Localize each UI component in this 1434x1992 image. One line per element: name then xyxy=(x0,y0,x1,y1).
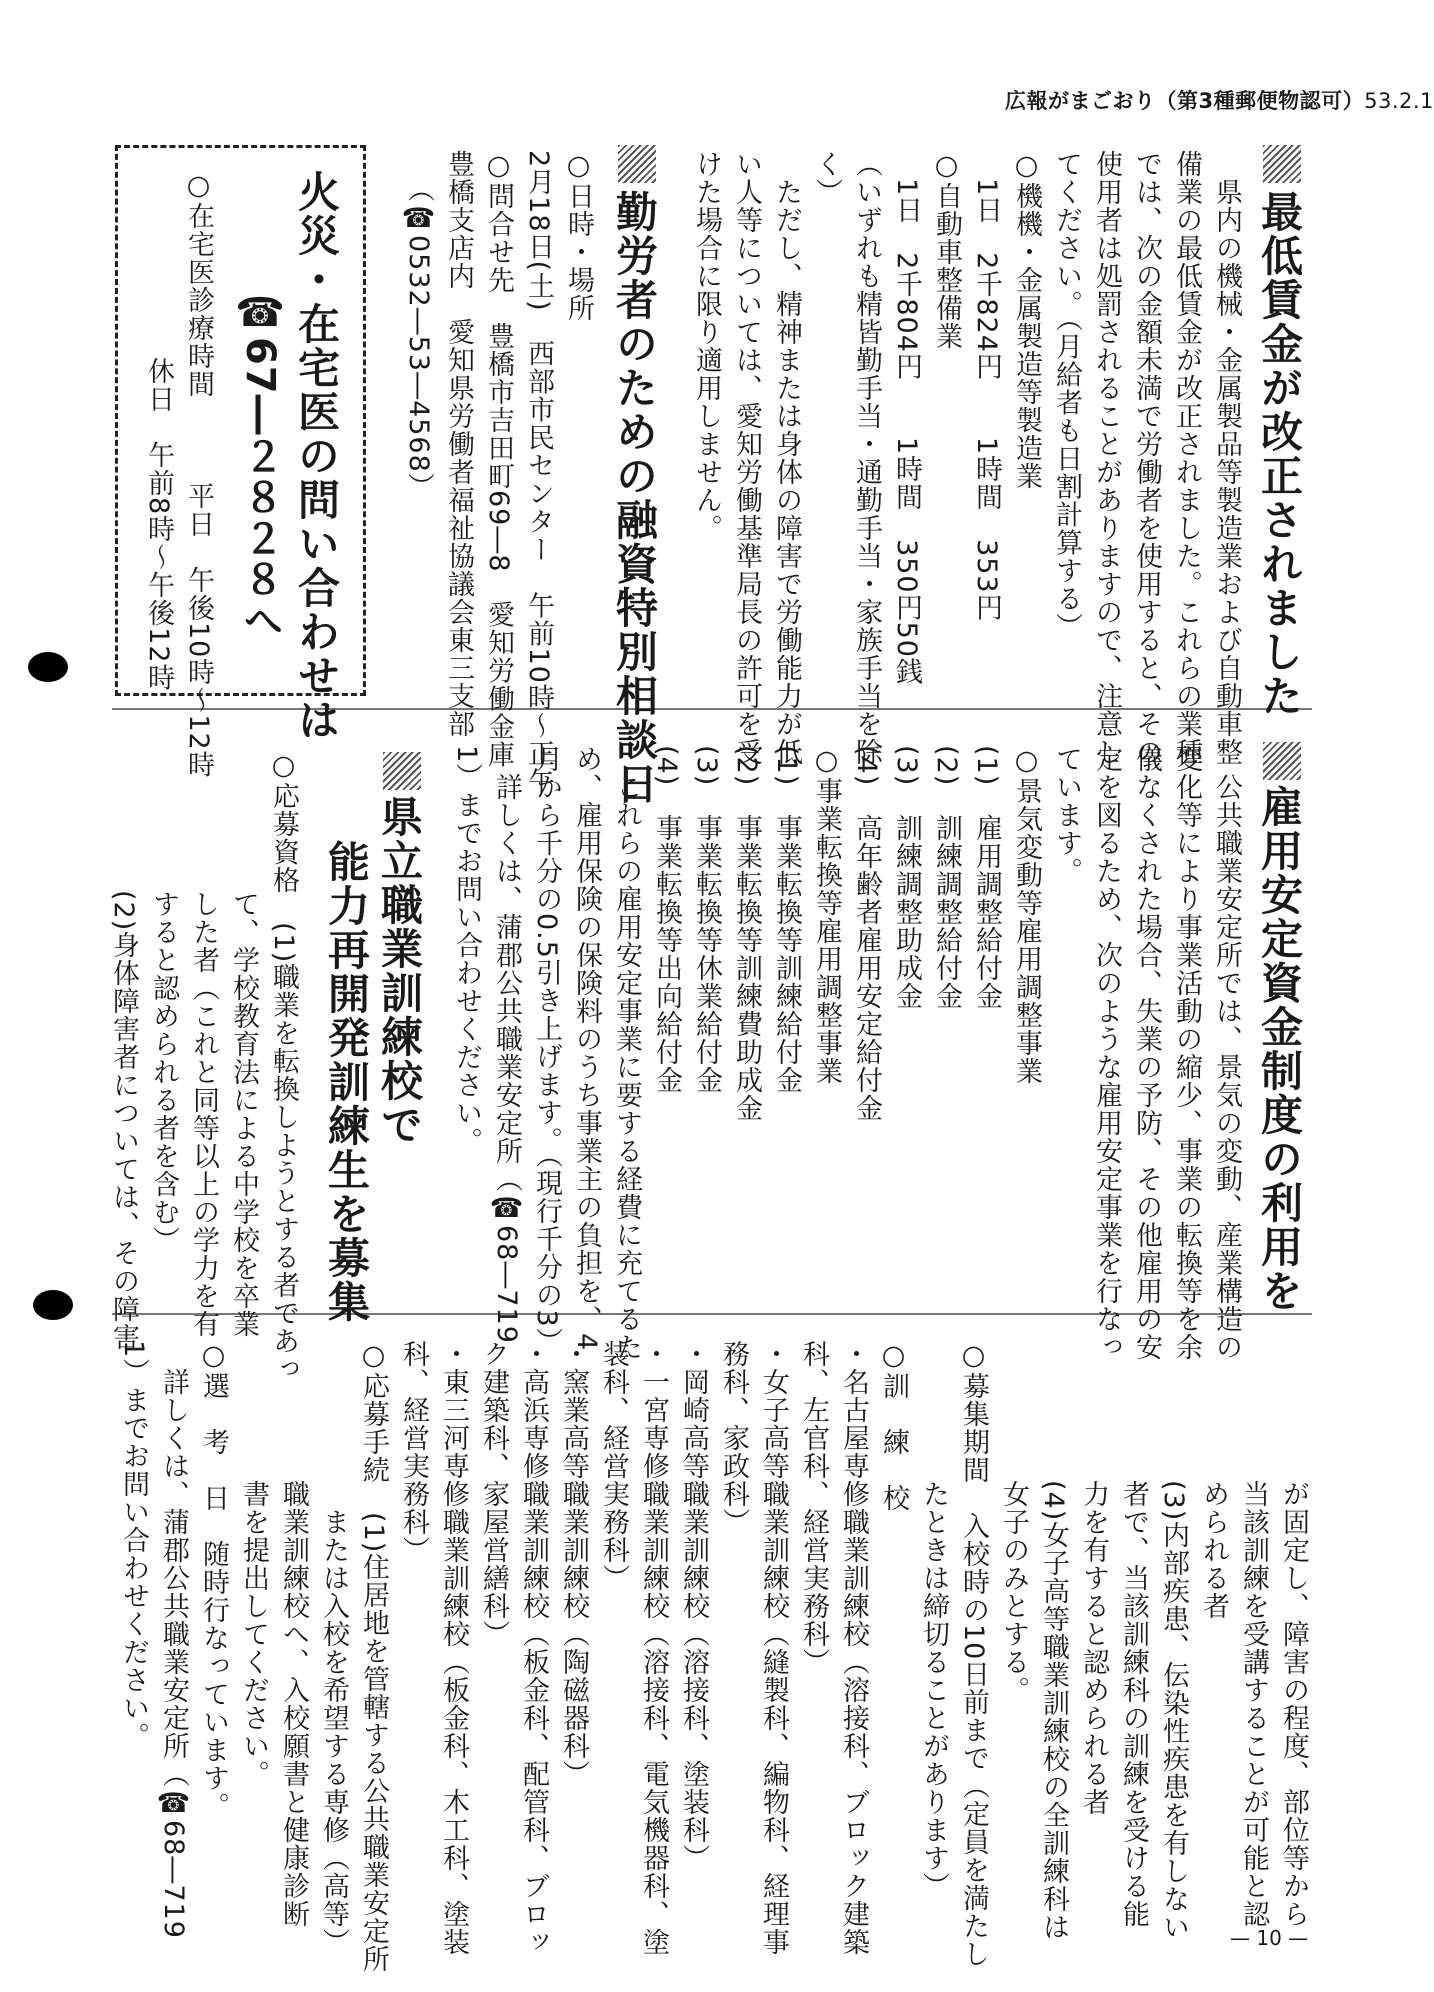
loan-consult-title: 勤労者のための融資特別相談日 xyxy=(610,190,659,806)
body-line: ○問合せ先 豊橋市吉田町69―8 愛知労働金庫 xyxy=(483,150,514,769)
list-item: ・高浜専修職業訓練校（板金科、配管科、ブロッ xyxy=(518,1340,549,1956)
body-line: 女子のみとする。 xyxy=(998,1340,1029,1704)
body-line: 公共職業安定所では、景気の変動、産業構造の xyxy=(1211,745,1242,1361)
body-line: 1日 2千824円 1時間 353円 xyxy=(971,150,1002,622)
body-line: これらの雇用安定事業に要する経費に充てるた xyxy=(611,745,642,1361)
body-line: ○在宅医診療時間 xyxy=(183,170,214,398)
list-item: 務科、家政科） xyxy=(718,1340,749,1536)
body-line: ○募集期間 入校時の10日前まで（定員を満たし xyxy=(958,1340,989,1969)
body-line: ○日時・場所 xyxy=(563,150,594,322)
body-line: ○訓 練 校 xyxy=(878,1340,909,1512)
body-line: 力を有すると認められる者 xyxy=(1078,1340,1109,1816)
masthead xyxy=(1005,85,1434,115)
body-line: （いずれも精皆勤手当・通勤手当・家族手当を除 xyxy=(851,150,882,766)
body-line: 休日 午前8時～午後12時 xyxy=(143,245,174,692)
body-line: ○応募手続 (1)住居地を管轄する公共職業安定所 xyxy=(358,1340,389,1974)
body-line: ○機機・金属製造等製造業 xyxy=(1011,150,1042,490)
min-wage-title: 最低賃金が改正されました xyxy=(1255,190,1304,718)
body-line: ○自動車整備業 xyxy=(931,150,962,350)
body-line: め、雇用保険の保険料のうち事業主の負担を、4 xyxy=(571,745,602,1352)
list-item: ・名古屋専修職業訓練校（溶接科、ブロック建築 xyxy=(838,1340,869,1956)
body-line: 者で、当該訓練科の訓練を受ける能 xyxy=(1118,1340,1149,1928)
publication-name: 広報がまごおり（第3種郵便物認可） xyxy=(1005,89,1365,113)
body-line: 県内の機械・金属製品等製造業および自動車整 xyxy=(1211,150,1242,766)
list-item: ・一宮専修職業訓練校（溶接科、電気機器科、塗 xyxy=(638,1340,669,1956)
fire-box-phone: ☎67―２８２８へ xyxy=(237,290,283,641)
body-line: けた場合に限り適用しません。 xyxy=(691,150,722,542)
issue-date: 53.2.1 xyxy=(1364,89,1434,113)
body-line: (2) 訓練調整給付金 xyxy=(931,745,962,1011)
vocational-title-1: 県立職業訓練校で xyxy=(375,795,424,1147)
list-item: 科、経営実務科） xyxy=(398,1340,429,1564)
heading-hatch-marker xyxy=(618,145,656,183)
body-line: 職業訓練校へ、入校願書と健康診断 xyxy=(278,1340,309,1928)
body-line: ています。 xyxy=(1051,745,1082,885)
body-line: （☎0532―53―4568） xyxy=(403,175,434,501)
body-line: 変化等により事業活動の縮少、事業の転換等を余 xyxy=(1171,745,1202,1361)
body-line: が固定し、障害の程度、部位等から xyxy=(1278,1340,1309,1928)
body-line: (3) 訓練調整助成金 xyxy=(891,745,922,1011)
list-item: ク建築科、家屋営繕科） xyxy=(478,1340,509,1648)
employment-fund-title: 雇用安定資金制度の利用を xyxy=(1255,785,1304,1313)
body-line: ○事業転換等雇用調整事業 xyxy=(811,745,842,1085)
body-line: 月から千分の0.5引き上げます。（現行千分の3） xyxy=(531,745,562,1356)
body-line: 豊橋支店内 愛知県労働者福祉協議会東三支部 xyxy=(443,150,474,738)
body-line: 書を提出してください。 xyxy=(238,1340,269,1788)
heading-hatch-marker xyxy=(383,752,421,790)
body-line: した者（これと同等以上の学力を有 xyxy=(188,750,219,1338)
heading-hatch-marker xyxy=(1263,145,1301,183)
body-line: 平日 午後10時～12時 xyxy=(183,370,214,779)
telephone-icon: ☎ xyxy=(237,290,283,337)
vocational-title-2: 能力再開発訓練生を募集 xyxy=(322,840,371,1324)
body-line: い人等については、愛知労働基準局長の許可を受 xyxy=(731,150,762,766)
body-line: (3)内部疾患、伝染性疾患を有しない xyxy=(1158,1340,1189,1942)
body-line: すると認められる者を含む） xyxy=(148,750,179,1254)
body-line: (2)身体障害者については、その障害 xyxy=(108,750,139,1352)
body-line: められる者 xyxy=(1198,1340,1229,1620)
body-line: 定を図るため、次のような雇用安定事業を行なっ xyxy=(1091,745,1122,1361)
body-line: (2) 事業転換等訓練費助成金 xyxy=(731,745,762,1123)
body-line: (4) 高年齢者雇用安定給付金 xyxy=(851,745,882,1123)
body-line: (4) 事業転換等出向給付金 xyxy=(651,745,682,1095)
heading-hatch-marker xyxy=(1263,742,1301,780)
body-line: ○景気変動等雇用調整事業 xyxy=(1011,745,1042,1085)
body-line: 2月18日(土) 西部市民センター 午前10時～正午 xyxy=(523,150,554,796)
page-number: — 10 — xyxy=(1230,1926,1309,1950)
body-line: たときは締切ることがあります） xyxy=(918,1340,949,1900)
list-item: ・岡崎高等職業訓練校（溶接科、塗装科） xyxy=(678,1340,709,1872)
body-line: 詳しくは、蒲郡公共職業安定所（☎68―719 xyxy=(158,1340,189,1939)
list-item: ・女子高等職業訓練校（縫製科、編物科、経理事 xyxy=(758,1340,789,1956)
body-line: 使用者は処罰されることがありますので、注意し xyxy=(1091,150,1122,766)
body-line: では、次の金額未満で労働者を使用すると、その xyxy=(1131,150,1162,766)
fire-box-title: 火災・在宅医の問い合わせは xyxy=(292,170,341,742)
body-line: 儀なくされた場合、失業の予防、その他雇用の安 xyxy=(1131,745,1162,1361)
list-item: ・東三河専修職業訓練校（板金科、木工科、塗装 xyxy=(438,1340,469,1956)
body-line: て、学校教育法による中学校を卒業 xyxy=(228,750,259,1338)
body-line: 詳しくは、蒲郡公共職業安定所（☎68―719 xyxy=(491,745,522,1344)
body-line: く） xyxy=(811,150,842,206)
body-line: 備業の最低賃金が改正されました。これらの業種 xyxy=(1171,150,1202,766)
body-line: (1) 事業転換等訓練給付金 xyxy=(771,745,802,1095)
body-line: 当該訓練を受講することが可能と認 xyxy=(1238,1340,1269,1928)
body-line: (1) 雇用調整給付金 xyxy=(971,745,1002,1011)
list-item: 科、左官科、経営実務科） xyxy=(798,1340,829,1676)
body-line: 1）までお問い合わせください。 xyxy=(118,1340,149,1751)
body-line: てください。（月給者も日割計算する） xyxy=(1051,150,1082,641)
body-line: または入校を希望する専修（高等） xyxy=(318,1340,349,1956)
body-line: ○選 考 日 随時行なっています。 xyxy=(198,1340,229,1820)
body-line: 1日 2千804円 1時間 350円50銭 xyxy=(891,150,922,686)
body-line: ○応募資格 (1)職業を転換しようとする者であっ xyxy=(268,750,299,1384)
body-line: 1）までお問い合わせください。 xyxy=(451,745,482,1156)
binder-hole-top xyxy=(28,652,68,682)
body-line: ただし、精神または身体の障害で労働能力が低 xyxy=(771,150,802,766)
body-line: (4)女子高等職業訓練校の全訓練科は xyxy=(1038,1340,1069,1942)
list-item: ・窯業高等職業訓練校（陶磁器科） xyxy=(558,1340,589,1788)
list-item: 装科、経営実務科） xyxy=(598,1340,629,1592)
body-line: (3) 事業転換等休業給付金 xyxy=(691,745,722,1095)
binder-hole-bottom xyxy=(33,1290,73,1320)
